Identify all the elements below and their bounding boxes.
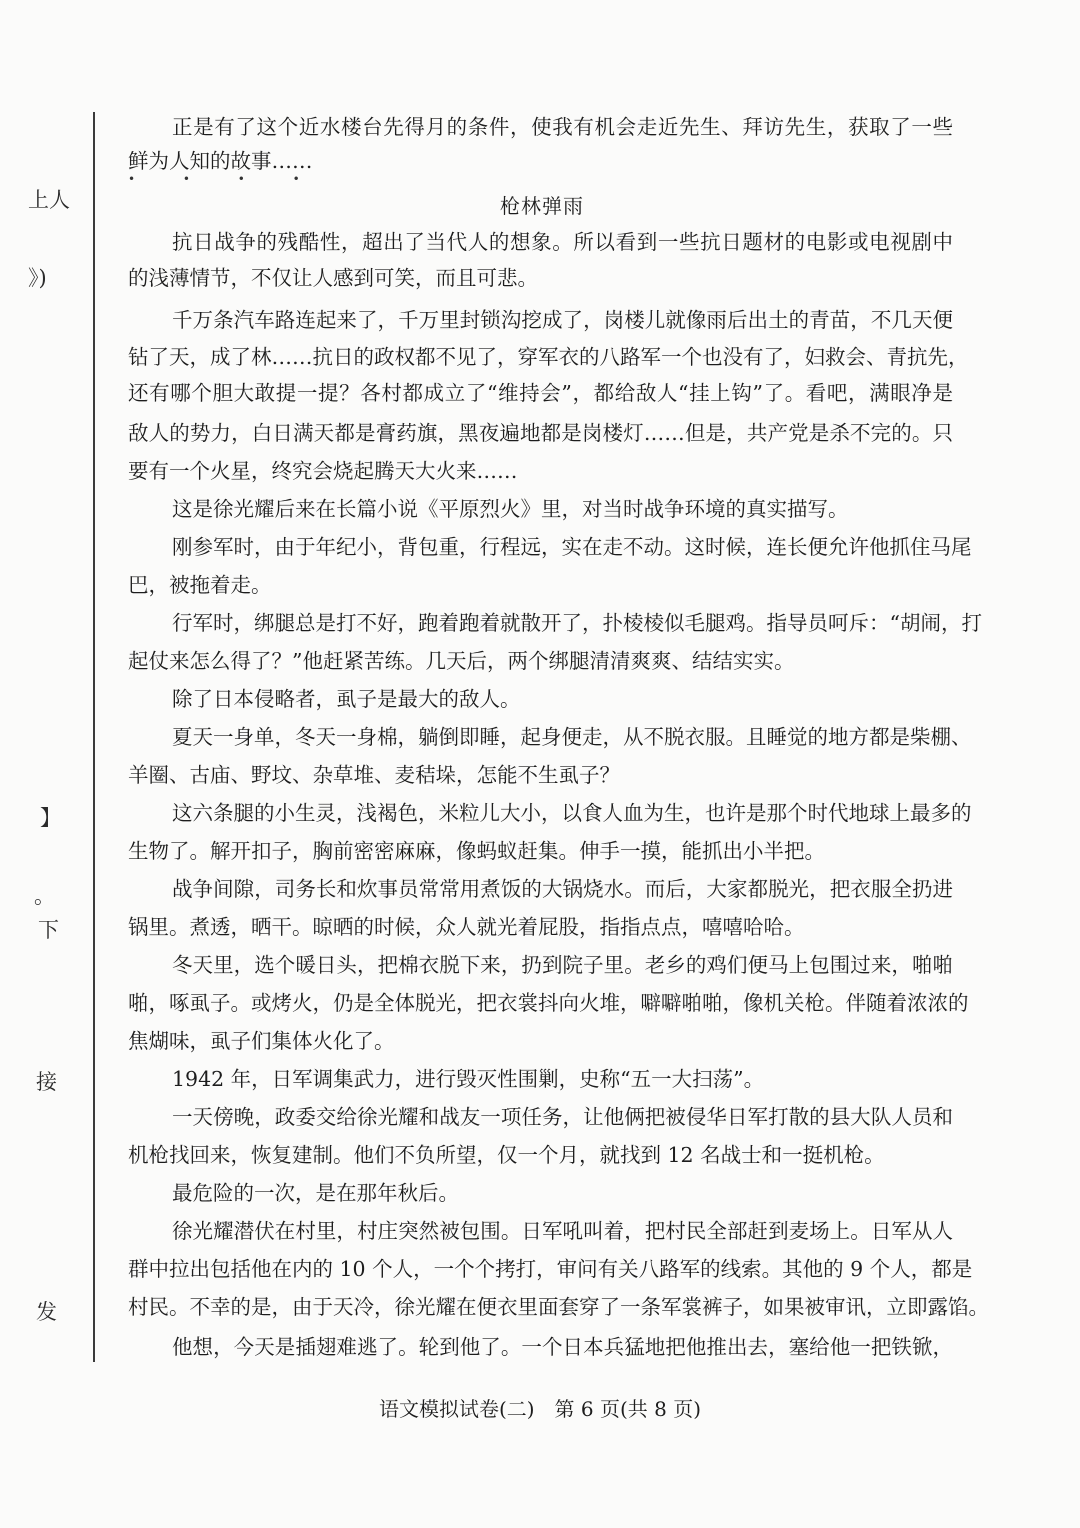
text-line: 战争间隙，司务长和炊事员常常用煮饭的大锅烧水。而后，大家都脱光，把衣服全扔进 bbox=[172, 877, 953, 901]
margin-fragment: 上人 bbox=[28, 188, 70, 212]
text-line: 这六条腿的小生灵，浅褐色，米粒儿大小，以食人血为生，也许是那个时代地球上最多的 bbox=[172, 801, 972, 825]
text-line: 徐光耀潜伏在村里，村庄突然被包围。日军吼叫着，把村民全部赶到麦场上。日军从人 bbox=[172, 1219, 953, 1243]
text-line: 这是徐光耀后来在长篇小说《平原烈火》里，对当时战争环境的真实描写。 bbox=[172, 497, 849, 521]
text-line: 群中拉出包括他在内的 10 个人，一个个拷打，审问有关八路军的线索。其他的 9 个人，都是 bbox=[128, 1257, 973, 1281]
margin-fragment: 。 bbox=[34, 884, 55, 908]
text-line: 机枪找回来，恢复建制。他们不负所望，仅一个月，就找到 12 名战士和一挺机枪。 bbox=[128, 1143, 885, 1167]
text-line: 冬天里，选个暖日头，把棉衣脱下来，扔到院子里。老乡的鸡们便马上包围过来，啪啪 bbox=[172, 953, 953, 977]
emphasis-dots: • • • • bbox=[128, 172, 322, 186]
text-line: 要有一个火星，终究会烧起腾天大火来…… bbox=[128, 459, 518, 483]
text-line: 他想，今天是插翅难逃了。轮到他了。一个日本兵猛地把他推出去，塞给他一把铁锨， bbox=[172, 1335, 953, 1359]
text-line: 1942 年，日军调集武力，进行毁灭性围剿，史称“五一大扫荡”。 bbox=[172, 1067, 765, 1091]
text-line: 啪，啄虱子。或烤火，仍是全体脱光，把衣裳抖向火堆，噼噼啪啪，像机关枪。伴随着浓浓的 bbox=[128, 991, 969, 1015]
text-line: 最危险的一次，是在那年秋后。 bbox=[172, 1181, 459, 1205]
margin-fragment: 》) bbox=[28, 266, 47, 290]
margin-fragment: 发 bbox=[36, 1300, 57, 1324]
text-line: 一天傍晚，政委交给徐光耀和战友一项任务，让他俩把被侵华日军打散的县大队人员和 bbox=[172, 1105, 953, 1129]
binding-margin-line bbox=[93, 112, 95, 1362]
text-line: 抗日战争的残酷性，超出了当代人的想象。所以看到一些抗日题材的电影或电视剧中 bbox=[172, 230, 953, 254]
section-title: 枪林弹雨 bbox=[500, 194, 584, 218]
text-line: 鲜为人知的故事…… bbox=[128, 149, 313, 173]
text-line: 刚参军时，由于年纪小，背包重，行程远，实在走不动。这时候，连长便允许他抓住马尾 bbox=[172, 535, 972, 559]
text-line: 还有哪个胆大敢提一提？各村都成立了“维持会”，都给敌人“挂上钩”了。看吧，满眼净是 bbox=[128, 381, 953, 405]
text-line: 的浅薄情节，不仅让人感到可笑，而且可悲。 bbox=[128, 266, 538, 290]
margin-fragment: 接 bbox=[36, 1070, 57, 1094]
text-line: 夏天一身单，冬天一身棉，躺倒即睡，起身便走，从不脱衣服。且睡觉的地方都是柴棚、 bbox=[172, 725, 972, 749]
text-line: 锅里。煮透，晒干。晾晒的时候，众人就光着屁股，指指点点，嘻嘻哈哈。 bbox=[128, 915, 805, 939]
text-line: 村民。不幸的是，由于天冷，徐光耀在便衣里面套穿了一条军裳裤子，如果被审讯，立即露馅。 bbox=[128, 1295, 989, 1319]
text-line: 正是有了这个近水楼台先得月的条件，使我有机会走近先生、拜访先生，获取了一些 bbox=[172, 115, 953, 139]
text-line: 敌人的势力，白日满天都是膏药旗，黑夜遍地都是岗楼灯……但是，共产党是杀不完的。只 bbox=[128, 421, 953, 445]
text-line: 生物了。解开扣子，胸前密密麻麻，像蚂蚁赶集。伸手一摸，能抓出小半把。 bbox=[128, 839, 825, 863]
text-line: 除了日本侵略者，虱子是最大的敌人。 bbox=[172, 687, 521, 711]
margin-fragment: 下 bbox=[38, 918, 59, 942]
text-line: 行军时，绑腿总是打不好，跑着跑着就散开了，扑棱棱似毛腿鸡。指导员呵斥：“胡闹，打 bbox=[172, 611, 982, 635]
text-line: 钻了天，成了林……抗日的政权都不见了，穿军衣的八路军一个也没有了，妇救会、青抗先， bbox=[128, 345, 969, 369]
margin-fragment: 】 bbox=[40, 806, 61, 830]
page-footer: 语文模拟试卷(二) 第 6 页(共 8 页) bbox=[378, 1397, 702, 1421]
text-line: 焦煳味，虱子们集体火化了。 bbox=[128, 1029, 395, 1053]
text-line: 起仗来怎么得了？”他赶紧苦练。几天后，两个绑腿清清爽爽、结结实实。 bbox=[128, 649, 795, 673]
text-line: 羊圈、古庙、野坟、杂草堆、麦秸垛，怎能不生虱子？ bbox=[128, 763, 620, 787]
text-line: 巴，被拖着走。 bbox=[128, 573, 272, 597]
text-line: 千万条汽车路连起来了，千万里封锁沟挖成了，岗楼儿就像雨后出土的青苗，不几天便 bbox=[172, 308, 953, 332]
